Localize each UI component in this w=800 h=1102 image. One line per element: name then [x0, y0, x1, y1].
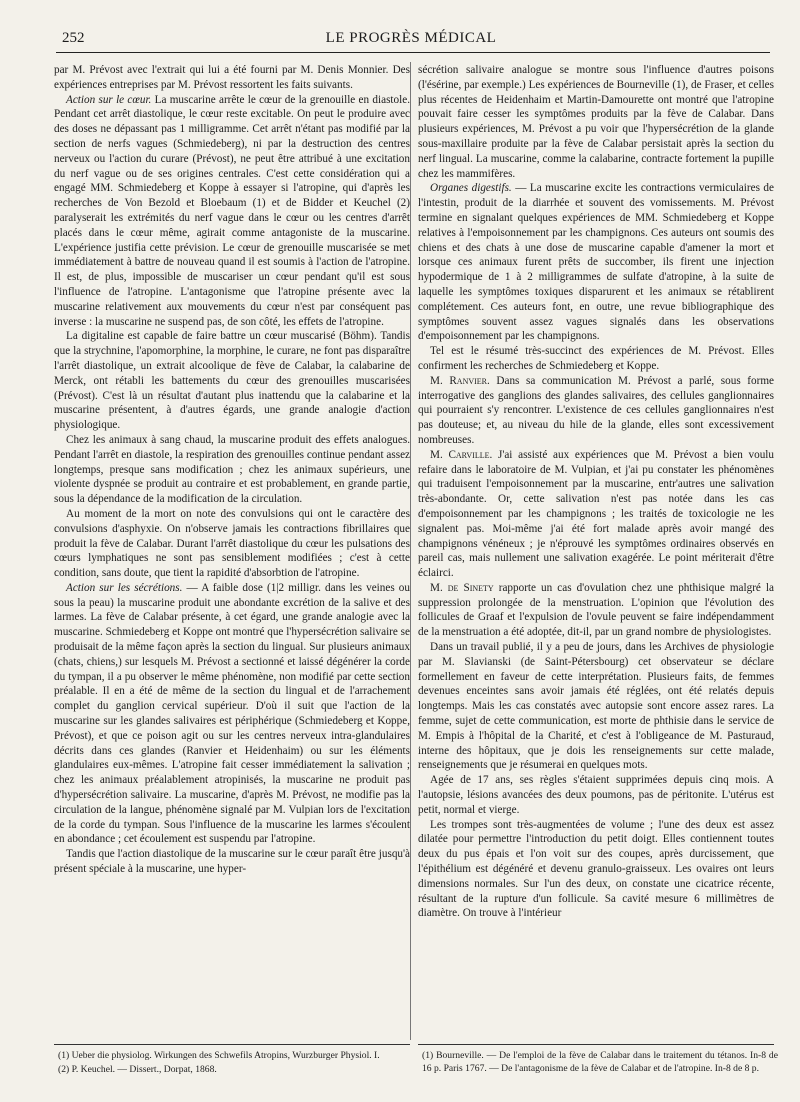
- page-number: 252: [62, 30, 85, 46]
- speaker-name: M. Carville.: [430, 448, 493, 461]
- paragraph: Au moment de la mort on note des convulsions qui ont le caractère des convulsions d'asphyxie. On n'observe jamais les contractions fibrillaires que produit la fève de Calabar. Durant l'arrêt diastolique du cœur les pulsations des cœurs lymphatiques ne sont pas sensiblement modifiées ; c'est à cette condition, sans doute, que tient la rapidité d'absorbtion de l'atropine.: [54, 507, 410, 580]
- speaker-name: M. Ranvier.: [430, 374, 490, 387]
- paragraph: [418, 181, 774, 344]
- paragraph-text: — La muscarine excite les contractions vermiculaires de l'intestin, produit de la diarrhée et souvent des vomissements. M. Prévost termine en signalant quelques expériences de MM. Schmiedeberg et Koppe relatives à l'empoisonnement par les champignons. Ces auteurs ont soumis des chiens et des chats à une dose de muscarine capable d'amener la mort et lorsque ces animaux furent prêts de succomber, ils firent une injection hypodermique de 1 à 2 milligrammes de sulfate d'atropine, à la suite de laquelle les symptômes toxiques disparurent et les animaux se rétablirent complétement. Ces auteurs font, en outre, une revue bibliographique des symptômes souvent assez vagues signalés dans les observations d'empoisonnement par les champignons.: [418, 182, 774, 343]
- paragraph: Tandis que l'action diastolique de la muscarine sur le cœur paraît être jusqu'à présent spéciale à la muscarine, une hyper-: [54, 848, 410, 876]
- paragraph-text: J'ai assisté aux expériences que M. Prévost a bien voulu refaire dans le laboratoire de M. Vulpian, et j'ai pu constater les phénomènes qui traduisent l'empoisonnement par la muscarine, entr'autres une salivation très-abondante. Or, cette salivation n'est pas notée dans les cas d'empoisonnement par les champignons ; les traités de toxicologie ne les signalent pas. Moi-même j'ai été fort malade après avoir mangé des champignons vénéneux ; je n'éprouvé les symptômes ordinaires observés en pareil cas, mais nullement une salivation exagérée. Le point mériterait d'être éclairci.: [418, 448, 774, 580]
- paragraph: [418, 374, 774, 448]
- paragraph: Les trompes sont très-augmentées de volume ; l'une des deux est assez dilatée pour permettre l'introduction du petit doigt. Elles contiennent toutes deux du pus épais et l'on voit sur des coupes, après durcissement, que l'épithélium est dégénéré et devenu granulo-graisseux. Les ovaires ont leurs dimensions normales. Sur l'un des deux, on constate une cicatrice récente, résultant de la rupture d'un follicule. Sa cavité mesure 6 millimètres de diamètre. On trouve à l'intérieur: [418, 818, 774, 920]
- speaker-name: M. de Sinety: [430, 581, 494, 594]
- journal-title: LE PROGRÈS MÉDICAL: [325, 30, 497, 46]
- section-heading: Action sur le cœur.: [66, 93, 152, 106]
- paragraph: [54, 93, 410, 330]
- paragraph: Tel est le résumé très-succinct des expériences de M. Prévost. Elles confirment les recherches de Schmiedeberg et Koppe.: [418, 345, 774, 372]
- footnote: (2) P. Keuchel. — Dissert., Dorpat, 1868.: [58, 1063, 217, 1075]
- footnote-rule: [54, 1044, 410, 1045]
- left-column: [54, 63, 410, 877]
- footnotes-left: [58, 1050, 414, 1077]
- paragraph-text: rapporte un cas d'ovulation chez une phthisique malgré la suppression prolongée de la menstruation. L'opinion que l'évolution des follicules de Graaf et l'expulsion de l'ovule peuvent se faire indépendamment de la menstruation a été adoptée, dit-il, par un grand nombre de physiologistes.: [418, 581, 775, 639]
- right-column: [418, 63, 774, 921]
- paragraph-text: Dans sa communication M. Prévost a parlé, sous forme interrogative des ganglions des glandes salivaires, des cellules ganglionnaires qui pourraient s'y rencontrer. L'existence de ces cellules ganglionnaires n'est pas douteuse; et, au niveau du hile de la glande, elles sont excessivement nombreuses.: [418, 374, 774, 446]
- page-header: [56, 26, 766, 52]
- column-divider: [410, 62, 411, 1040]
- paragraph: Chez les animaux à sang chaud, la muscarine produit des effets analogues. Pendant l'arrêt en diastole, la respiration des grenouilles continue pendant assez longtemps, presque sans modification ; chez les animaux supérieurs, une violente dyspnée se produit au contraire et est probablement, en grande partie, sous la dépendance de la modification de la circulation.: [54, 433, 410, 506]
- footnotes-right: [422, 1050, 778, 1076]
- paragraph: Agée de 17 ans, ses règles s'étaient supprimées depuis cinq mois. A l'autopsie, lésions avancées des deux poumons, pas de péritonite. L'utérus est petit, normal et vierge.: [418, 774, 774, 816]
- paragraph: La digitaline est capable de faire battre un cœur muscarisé (Böhm). Tandis que la strychnine, l'apomorphine, la morphine, le curare, ne font pas disparaître l'arrêt diastolique, un extrait alcoolique de fève de Calabar, la calabarine de Merck, ont rétabli les battements du cœur des grenouilles muscarisées (Prévost). C'est là un résultat d'autant plus inattendu que la calabarine et la muscarine présentent, à d'autres égards, une grande analogie d'action physiologique.: [54, 330, 410, 432]
- paragraph-text: — A faible dose (1|2 milligr. dans les veines ou sous la peau) la muscarine produit une abondante excrétion de la salive et des larmes. La fève de Calabar présente, à cet égard, une grande analogie avec la muscarine. Schmiedeberg et Koppe ont montré que l'hypersécrétion salivaire se produisait de la même façon après la section du lingual. Sur plusieurs animaux (chats, chiens,) sur lesquels M. Prévost a sectionné et laissé dégénérer la corde du tympan, il a pu observer le même phénomène, non modifié par cette section préalable. Il en a été de même de la section du lingual et de l'arrachement complet du ganglion cervical supérieur. D'où il suit que l'action de la muscarine sur les glandes salivaires est périphérique (Schmiedeberg et Koppe, Prévost), et que ce poison agit ou sur les centres nerveux intra-glandulaires décrits dans ces glandes (Ranvier et Heidenhaim) ou sur les éléments glandulaires eux-mêmes. L'atropine fait cesser immédiatement la salivation ; chez les animaux préalablement atropinisés, la muscarine ne produit pas d'hypersécrétion salivaire. La muscarine, d'après M. Prévost, ne modifie pas la circulation de la langue, phénomène signalé par M. Vulpian lors de l'excitation de la corde du tympan. Sous l'influence de la muscarine les larmes s'écoulent en abondance ; cet écoulement est suspendu par l'atropine.: [54, 581, 410, 846]
- paragraph: [418, 448, 774, 581]
- paragraph: sécrétion salivaire analogue se montre sous l'influence d'autres poisons (l'ésérine, par exemple.) Les expériences de Bourneville (1), de Fraser, et celles plus récentes de Heidenhaim et Martin-Damourette ont montré que l'atropine pouvait faire cesser les symptômes produits par la fève de Calabar. Dans plusieurs expériences, M. Prévost a pu voir que l'hypersécrétion de la glande sous-maxillaire produite par la fève de Calabar persistait après la section du nerf lingual. La muscarine, comme la calabarine, contracte fortement la pupille chez les mammifères.: [418, 64, 774, 180]
- paragraph: par M. Prévost avec l'extrait qui lui a été fourni par M. Denis Monnier. Des expériences entreprises par M. Prévost ressortent les faits suivants.: [54, 64, 410, 91]
- header-rule: [56, 52, 770, 53]
- section-heading: Action sur les sécrétions.: [66, 581, 183, 594]
- paragraph: [418, 581, 774, 640]
- footnote: (1) Ueber die physiolog. Wirkungen des Schwefils Atropins, Wurzburger Physiol. I.: [58, 1050, 380, 1061]
- section-heading: Organes digestifs.: [430, 182, 512, 195]
- paragraph-text: La muscarine arrête le cœur de la grenouille en diastole. Pendant cet arrêt diastolique, le cœur reste excitable. On peut le produire avec des doses ne dépassant pas 1 milligramme. Cet arrêt n'étant pas modifié par la section de nerfs vagues (Schmiedeberg), ni par la destruction des centres nerveux ou l'action du curare (Prévost), ne peut être attribué à une excitation du nerf vague ou de ses origines centrales. C'est cette considération qui a engagé MM. Schmiedeberg et Koppe à essayer si l'atropine, qui d'après les recherches de Von Bezold et Bloebaum (1) et de Bidder et Keuchel (2) paralyserait les extrémités du nerf vague dans le cœur ou les centres d'arrêt placés dans le cœur même, agirait comme antagoniste de la muscarine. L'expérience justifia cette prévision. Le cœur de grenouille muscarisée se met immédiatement à battre de nouveau quand il est soumis à l'action de l'atropine. Il est, de plus, impossible de muscariser un cœur pendant qu'il est sous l'influence de l'atropine. L'antagonisme que l'atropine présente avec la muscarine relativement aux mouvements du cœur n'est par conséquent pas inverse : la muscarine ne suspend pas, de son côté, les effets de l'atropine.: [54, 93, 410, 328]
- paragraph: Dans un travail publié, il y a peu de jours, dans les Archives de physiologie par M. Slavianski (de Saint-Pétersbourg) cet observateur se déclare formellement en faveur de cette interprétation. Plusieurs faits, de femmes devenues enceintes sans avoir jamais été réglées, ont été relatés depuis longtemps. Mais les cas constatés avec autopsie sont encore assez rares. La femme, sujet de cette communication, est morte de phthisie dans le service de M. Empis à l'hôpital de la Charité, et c'est à l'obligeance de M. Pasturaud, interne des hôpitaux, que je dois les renseignements sur cette malade, renseignements que je résumerai en quelques mots.: [418, 641, 774, 772]
- footnote-rule: [418, 1044, 774, 1045]
- paragraph: [54, 581, 410, 847]
- footnote: (1) Bourneville. — De l'emploi de la fève de Calabar dans le traitement du tétanos. In-8 de 16 p. Paris 1767. — De l'antagonisme de la fève de Calabar et de l'atropine. In-8 de 8 p.: [422, 1050, 778, 1074]
